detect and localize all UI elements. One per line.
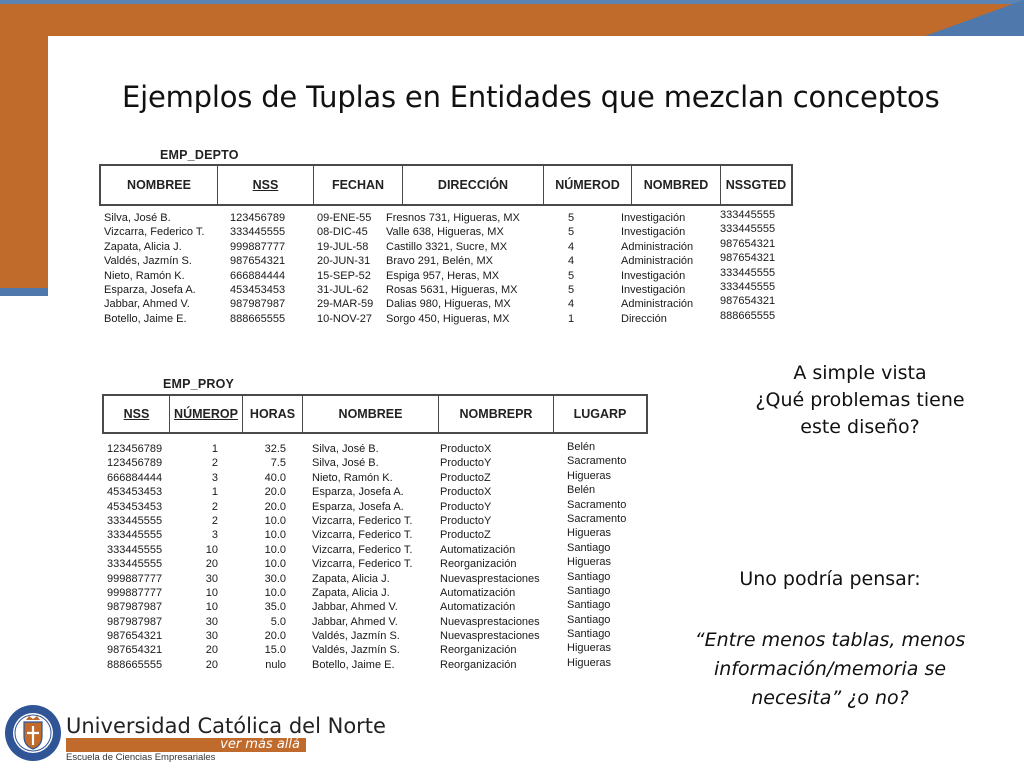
table-cell: 333445555: [720, 223, 776, 236]
emp-proy-table-name: EMP_PROY: [163, 377, 235, 391]
table-cell: 987987987: [230, 298, 286, 311]
note-line: A simple vista: [793, 362, 927, 384]
emp-proy-col-nombree: [312, 442, 412, 672]
emp-depto-header-nombree: NOMBREE: [101, 166, 218, 204]
table-cell: 5: [568, 269, 575, 282]
table-cell: 10: [205, 586, 218, 599]
table-cell: 10.0: [264, 558, 286, 571]
table-cell: Nuevasprestaciones: [440, 572, 540, 585]
university-seal-icon: [4, 704, 62, 762]
table-cell: Bravo 291, Belén, MX: [386, 255, 494, 268]
table-cell: Vizcarra, Federico T.: [312, 558, 413, 571]
emp-proy-header-nombrepr: NOMBREPR: [439, 396, 554, 432]
emp-depto-header-numerod: NÚMEROD: [544, 166, 632, 204]
table-cell: 333445555: [107, 514, 163, 527]
table-cell: Automatización: [440, 601, 516, 614]
emp-depto-header: [99, 164, 793, 206]
table-cell: 999887777: [107, 572, 163, 585]
emp-depto-header-nssgted: NSSGTED: [725, 178, 787, 192]
table-cell: 987654321: [720, 295, 776, 308]
table-cell: Sorgo 450, Higueras, MX: [386, 312, 510, 325]
table-cell: 987654321: [720, 252, 776, 265]
table-cell: Sacramento: [567, 512, 627, 525]
table-cell: 666884444: [107, 471, 163, 484]
table-cell: 2: [211, 514, 218, 527]
emp-proy-col-numerop: [190, 442, 218, 672]
emp-depto-col-nssgted: [720, 208, 775, 323]
table-cell: ProductoY: [440, 500, 492, 513]
table-cell: 5: [568, 283, 575, 296]
table-cell: Administración: [621, 298, 694, 311]
table-cell: ProductoX: [440, 443, 492, 455]
table-cell: Santiago: [567, 570, 611, 583]
table-cell: Reorganización: [440, 644, 517, 657]
table-cell: Botello, Jaime E.: [312, 658, 395, 671]
table-cell: Esparza, Josefa A.: [312, 500, 404, 513]
note-pensar: Uno podría pensar:: [739, 568, 921, 590]
table-cell: Jabbar, Ahmed V.: [104, 298, 190, 311]
emp-proy-col-horas: [246, 442, 286, 672]
emp-depto-header-nss: NSS: [218, 166, 314, 204]
emp-depto-header-fechan: FECHAN: [314, 166, 403, 204]
table-cell: 20.0: [264, 630, 286, 643]
table-cell: Administración: [621, 240, 694, 253]
emp-proy-header-nombree: NOMBREE: [303, 396, 439, 432]
table-cell: 2: [211, 457, 218, 470]
table-cell: 888665555: [107, 658, 163, 671]
table-cell: Investigación: [621, 269, 686, 282]
table-cell: 10.0: [264, 514, 286, 527]
table-cell: Dalias 980, Higueras, MX: [386, 298, 511, 311]
emp-depto-header-nombred: NOMBRED: [632, 166, 721, 204]
table-cell: 4: [568, 298, 575, 311]
table-cell: 30: [205, 615, 218, 628]
table-cell: 123456789: [107, 457, 163, 470]
left-orange-strip: [0, 36, 48, 288]
emp-proy-header-horas: HORAS: [243, 396, 303, 432]
emp-proy-col-nombrepr: [440, 442, 540, 672]
table-cell: Investigación: [621, 226, 686, 239]
table-cell: Castillo 3321, Sucre, MX: [386, 240, 508, 253]
table-cell: Santiago: [567, 613, 611, 626]
table-cell: Santiago: [567, 599, 611, 612]
emp-proy-header-lugarp: LUGARP: [573, 407, 627, 421]
emp-proy-header-nss: NSS: [104, 396, 170, 432]
table-cell: Jabbar, Ahmed V.: [312, 601, 398, 614]
table-cell: Higueras: [567, 527, 612, 540]
table-cell: Valdés, Jazmín S.: [312, 630, 400, 643]
table-cell: 5: [568, 226, 575, 239]
table-cell: 999887777: [230, 240, 286, 253]
table-cell: ProductoX: [440, 486, 492, 499]
table-cell: 10-NOV-27: [317, 312, 373, 325]
table-cell: Santiago: [567, 584, 611, 597]
emp-proy-col-nss: [107, 442, 162, 672]
table-cell: 333445555: [230, 226, 286, 239]
table-cell: 30: [205, 572, 218, 585]
table-cell: 20: [205, 658, 218, 671]
emp-proy-col-lugarp: [567, 440, 626, 670]
table-cell: 453453453: [107, 500, 163, 513]
table-cell: Sacramento: [567, 498, 627, 511]
table-cell: 32.5: [264, 443, 286, 455]
school-name: Escuela de Ciencias Empresariales: [66, 752, 216, 763]
table-cell: 666884444: [230, 269, 286, 282]
table-cell: Investigación: [621, 283, 686, 296]
table-cell: 08-DIC-45: [317, 226, 368, 239]
emp-depto-table-name: EMP_DEPTO: [160, 148, 239, 162]
table-cell: 333445555: [107, 529, 163, 542]
university-motto: ver más allá: [220, 737, 300, 752]
table-cell: Santiago: [567, 628, 611, 641]
table-cell: Fresnos 731, Higueras, MX: [386, 212, 520, 224]
table-cell: 15-SEP-52: [317, 269, 371, 282]
table-cell: 20: [205, 644, 218, 657]
table-cell: 1: [211, 443, 218, 455]
table-cell: Nieto, Ramón K.: [104, 269, 185, 282]
table-cell: Administración: [621, 255, 694, 268]
table-cell: Higueras: [567, 469, 612, 482]
table-cell: Santiago: [567, 541, 611, 554]
table-cell: 2: [211, 500, 218, 513]
emp-depto-col-direccion: [386, 211, 520, 326]
table-cell: Silva, José B.: [312, 457, 379, 470]
table-cell: Investigación: [621, 212, 686, 224]
emp-proy-header-numerop: NÚMEROP: [170, 396, 243, 432]
table-cell: 3: [211, 529, 218, 542]
table-cell: Higueras: [567, 656, 612, 669]
table-cell: 20.0: [264, 486, 286, 499]
table-cell: 10.0: [264, 529, 286, 542]
table-cell: 333445555: [107, 543, 163, 556]
table-cell: ProductoZ: [440, 529, 491, 542]
table-cell: Zapata, Alicia J.: [104, 240, 182, 253]
note-line: este diseño?: [800, 416, 920, 438]
table-cell: Reorganización: [440, 658, 517, 671]
table-cell: 10: [205, 543, 218, 556]
table-cell: 15.0: [264, 644, 286, 657]
emp-depto-col-fechan: [317, 211, 373, 326]
table-cell: 10: [205, 601, 218, 614]
table-cell: ProductoY: [440, 514, 492, 527]
table-cell: Vizcarra, Federico T.: [312, 514, 413, 527]
table-cell: 10.0: [264, 543, 286, 556]
table-cell: 453453453: [230, 283, 286, 296]
table-cell: Nieto, Ramón K.: [312, 471, 393, 484]
table-cell: 987987987: [107, 601, 163, 614]
table-cell: 09-ENE-55: [317, 212, 372, 224]
table-cell: Valdés, Jazmín S.: [312, 644, 400, 657]
table-cell: ProductoY: [440, 457, 492, 470]
table-cell: 987987987: [107, 615, 163, 628]
table-cell: 1: [211, 486, 218, 499]
note-line: necesita” ¿o no?: [751, 687, 909, 709]
table-cell: Espiga 957, Heras, MX: [386, 269, 500, 282]
table-cell: Rosas 5631, Higueras, MX: [386, 283, 518, 296]
table-cell: 29-MAR-59: [317, 298, 374, 311]
note-line: información/memoria se: [713, 658, 947, 680]
table-cell: Automatización: [440, 586, 516, 599]
table-cell: Valle 638, Higueras, MX: [386, 226, 504, 239]
table-cell: 987654321: [230, 255, 286, 268]
table-cell: 333445555: [720, 280, 776, 293]
emp-depto-col-numerod: [568, 211, 574, 326]
table-cell: 30: [205, 630, 218, 643]
table-cell: Higueras: [567, 556, 612, 569]
table-cell: 333445555: [720, 266, 776, 279]
table-cell: Vizcarra, Federico T.: [104, 226, 205, 239]
table-cell: 888665555: [720, 309, 776, 322]
table-cell: Dirección: [621, 312, 667, 325]
table-cell: 10.0: [264, 586, 286, 599]
table-cell: Zapata, Alicia J.: [312, 572, 390, 585]
table-cell: Higueras: [567, 642, 612, 655]
emp-proy-header: [102, 394, 648, 434]
table-cell: Botello, Jaime E.: [104, 312, 187, 325]
table-cell: 888665555: [230, 312, 286, 325]
table-cell: ProductoZ: [440, 471, 491, 484]
table-cell: 1: [568, 312, 575, 325]
table-cell: 30.0: [264, 572, 286, 585]
table-cell: Belén: [567, 441, 596, 453]
table-cell: Sacramento: [567, 455, 627, 468]
table-cell: 987654321: [107, 644, 163, 657]
table-cell: Reorganización: [440, 558, 517, 571]
emp-depto-col-nss: [230, 211, 285, 326]
table-cell: 5.0: [270, 615, 286, 628]
table-cell: 7.5: [270, 457, 286, 470]
table-cell: 333445555: [720, 209, 776, 221]
table-cell: Belén: [567, 484, 596, 497]
emp-depto-col-nombree: [104, 211, 204, 326]
table-cell: 123456789: [107, 443, 163, 455]
table-cell: Jabbar, Ahmed V.: [312, 615, 398, 628]
table-cell: 4: [568, 240, 575, 253]
table-cell: 20.0: [264, 500, 286, 513]
table-cell: Vizcarra, Federico T.: [312, 543, 413, 556]
table-cell: 123456789: [230, 212, 286, 224]
table-cell: Silva, José B.: [312, 443, 379, 455]
table-cell: Automatización: [440, 543, 516, 556]
table-cell: 40.0: [264, 471, 286, 484]
table-cell: Valdés, Jazmín S.: [104, 255, 192, 268]
slide-title: Ejemplos de Tuplas en Entidades que mezclan conceptos: [122, 80, 940, 114]
table-cell: 5: [568, 212, 575, 224]
table-cell: Zapata, Alicia J.: [312, 586, 390, 599]
note-simple-vista: [700, 360, 1020, 441]
table-cell: 4: [568, 255, 575, 268]
table-cell: 31-JUL-62: [317, 283, 369, 296]
table-cell: 987654321: [720, 237, 776, 250]
table-cell: Esparza, Josefa A.: [312, 486, 404, 499]
table-cell: 35.0: [264, 601, 286, 614]
motto-bar: [66, 738, 306, 752]
table-cell: Nuevasprestaciones: [440, 630, 540, 643]
note-line: “Entre menos tablas, menos: [694, 629, 966, 651]
table-cell: 333445555: [107, 558, 163, 571]
table-cell: 20-JUN-31: [317, 255, 371, 268]
table-cell: 20: [205, 558, 218, 571]
university-name: Universidad Católica del Norte: [66, 714, 386, 738]
table-cell: 987654321: [107, 630, 163, 643]
emp-depto-col-nombred: [621, 211, 693, 326]
table-cell: 453453453: [107, 486, 163, 499]
note-line: ¿Qué problemas tiene: [755, 389, 965, 411]
emp-depto-header-direccion: DIRECCIÓN: [403, 166, 544, 204]
table-cell: Silva, José B.: [104, 212, 171, 224]
table-cell: Nuevasprestaciones: [440, 615, 540, 628]
table-cell: Vizcarra, Federico T.: [312, 529, 413, 542]
table-cell: nulo: [265, 658, 286, 671]
note-cita: [665, 626, 995, 713]
table-cell: 19-JUL-58: [317, 240, 369, 253]
table-cell: 3: [211, 471, 218, 484]
table-cell: Esparza, Josefa A.: [104, 283, 196, 296]
table-cell: 999887777: [107, 586, 163, 599]
